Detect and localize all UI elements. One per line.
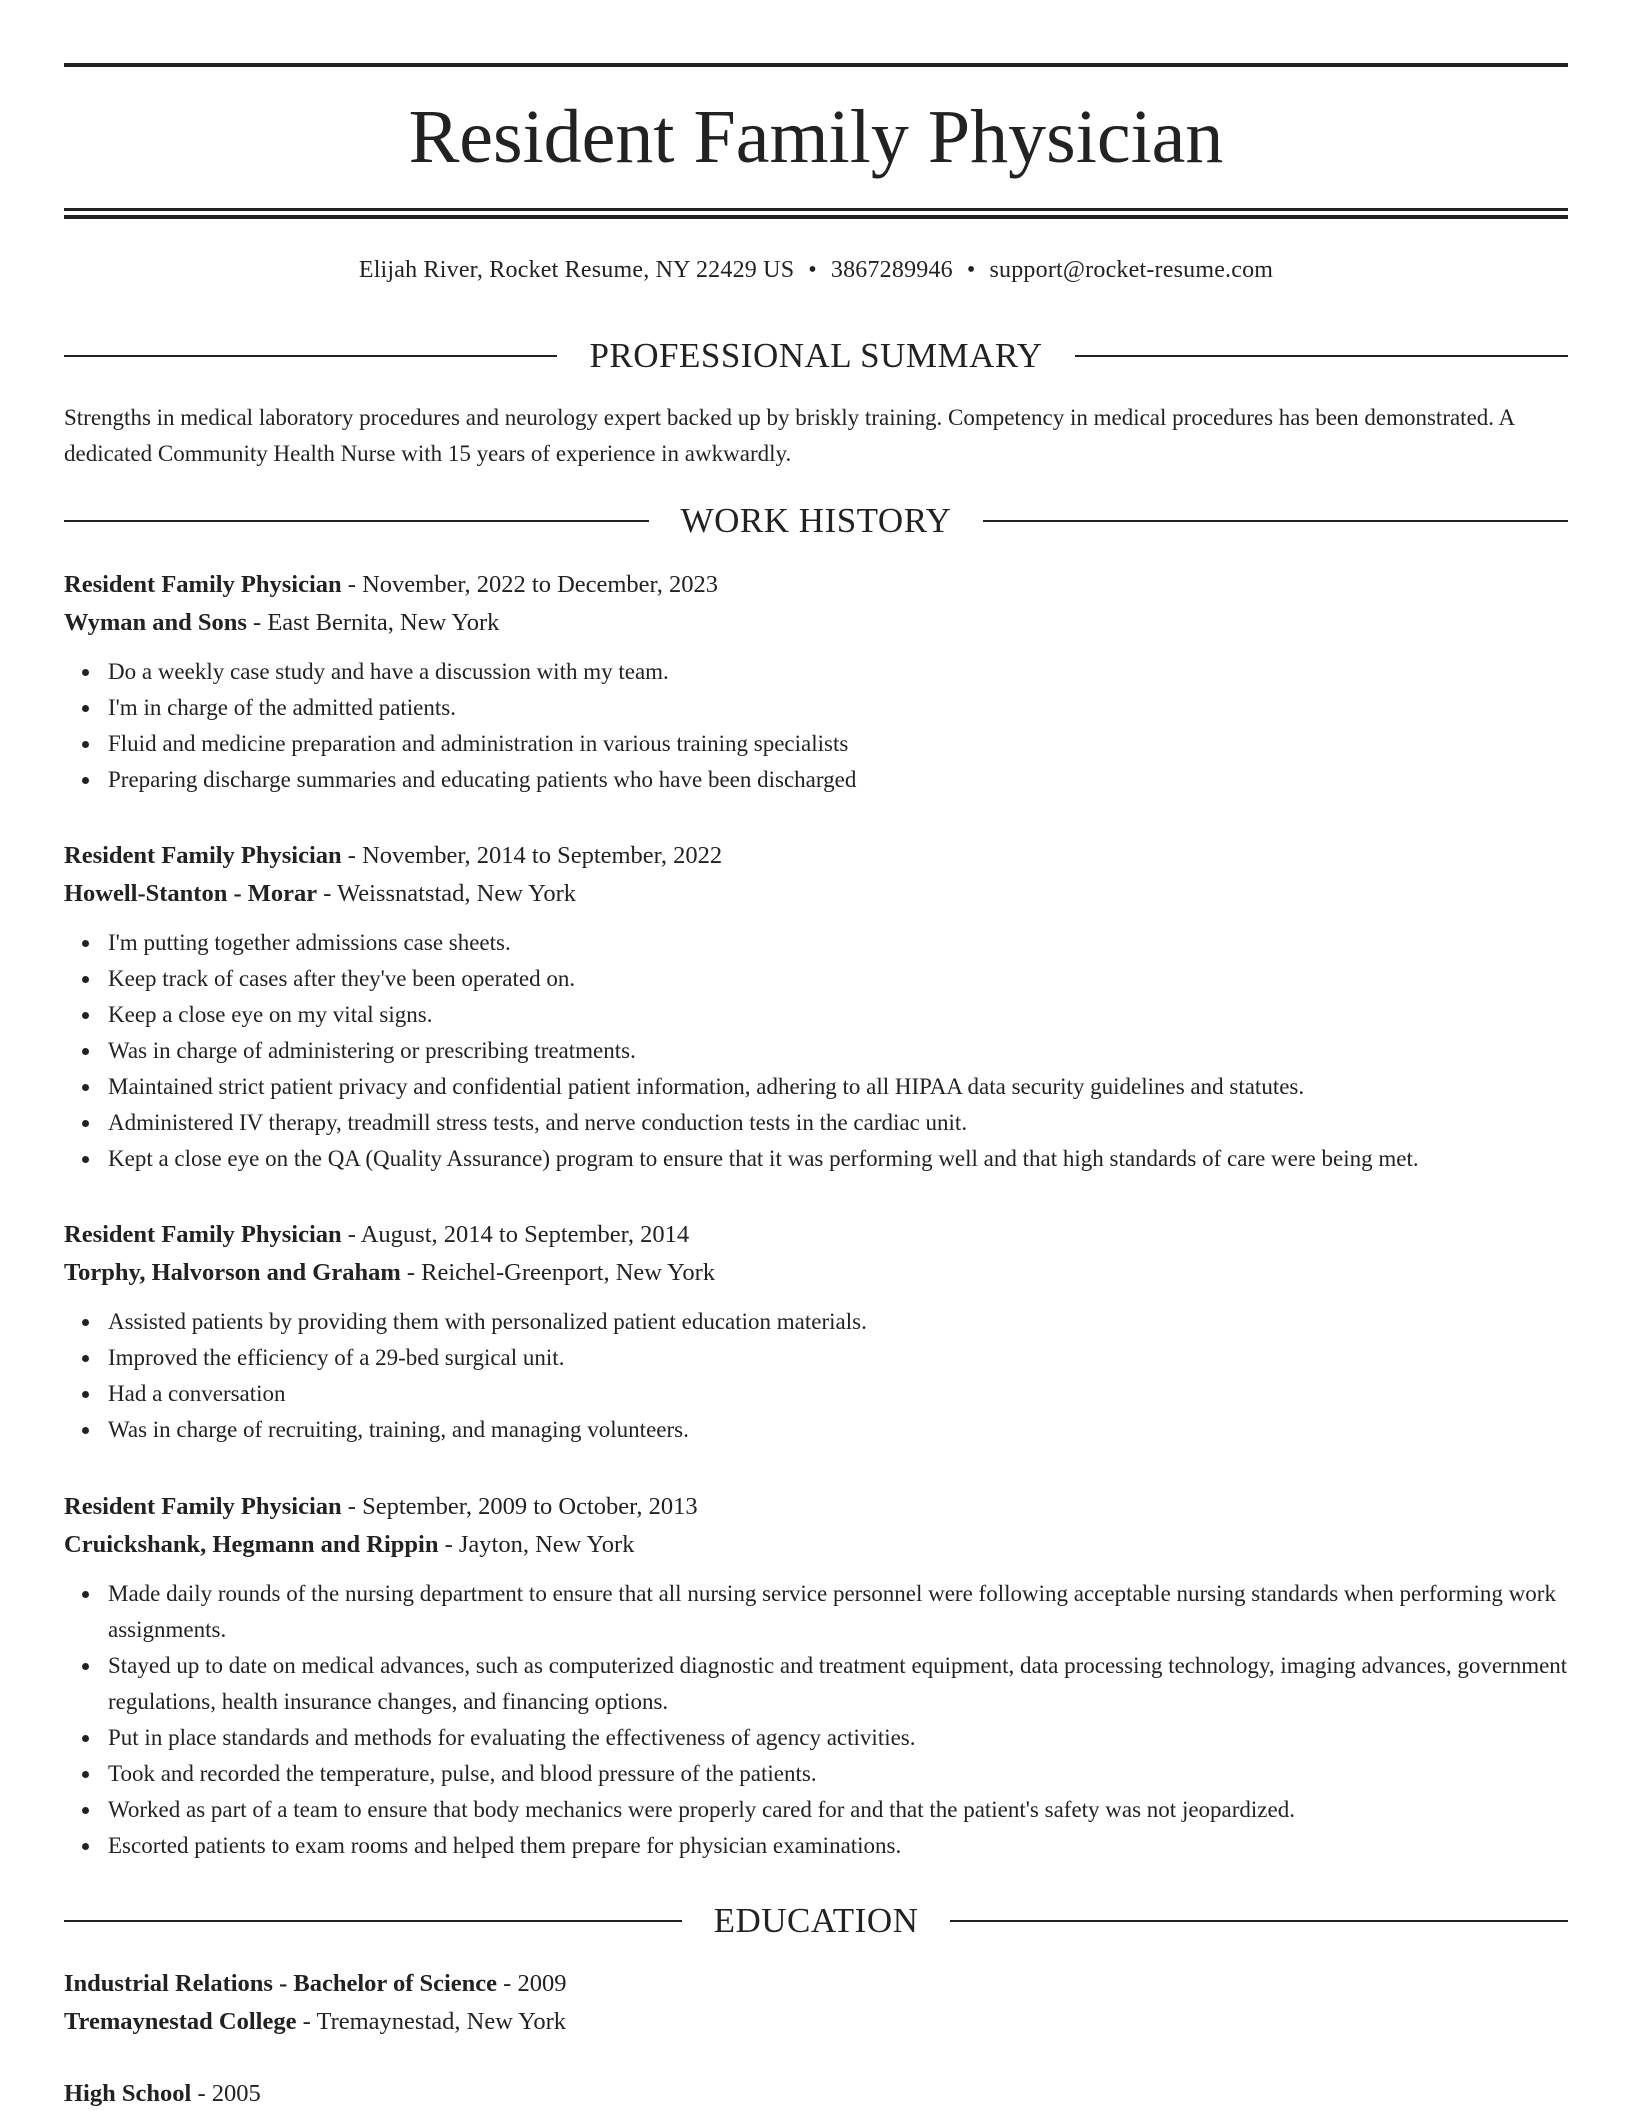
list-item: Took and recorded the temperature, pulse, and blood pressure of the patients. [108, 1756, 1568, 1792]
list-item: Improved the efficiency of a 29-bed surgical unit. [108, 1340, 1568, 1376]
list-item: Assisted patients by providing them with personalized patient education materials. [108, 1304, 1568, 1340]
list-item: Put in place standards and methods for evaluating the effectiveness of agency activities. [108, 1720, 1568, 1756]
job-bullets [64, 925, 1568, 1177]
list-item: Was in charge of administering or prescribing treatments. [108, 1033, 1568, 1069]
heading-rule-right [1075, 355, 1568, 357]
list-item: Kept a close eye on the QA (Quality Assurance) program to ensure that it was performing well and that high standards of care were being met. [108, 1141, 1568, 1177]
job-entry [64, 1216, 1568, 1448]
list-item: Maintained strict patient privacy and confidential patient information, adhering to all HIPAA data security guidelines and statutes. [108, 1069, 1568, 1105]
top-rule [64, 63, 1568, 67]
contact-email: support@rocket-resume.com [989, 257, 1274, 283]
list-item: Was in charge of recruiting, training, and managing volunteers. [108, 1412, 1568, 1448]
job-bullets [64, 1304, 1568, 1448]
job-location: - Reichel-Greenport, New York [400, 1259, 716, 1286]
list-item: Escorted patients to exam rooms and helped them prepare for physician examinations. [108, 1828, 1568, 1864]
education-location: - Tremaynestad, New York [296, 2008, 566, 2035]
summary-heading-label: PROFESSIONAL SUMMARY [589, 336, 1043, 375]
job-dates: - August, 2014 to September, 2014 [341, 1221, 690, 1248]
job-title-line [64, 837, 1568, 875]
job-company-line [64, 604, 1568, 642]
contact-line [64, 254, 1568, 286]
heading-rule-left [64, 1920, 682, 1922]
list-item: Had a conversation [108, 1376, 1568, 1412]
job-title: Resident Family Physician [64, 571, 342, 598]
education-entry [64, 1965, 1568, 2041]
heading-rule-right [950, 1920, 1568, 1922]
job-company-line [64, 1526, 1568, 1564]
work-heading-label: WORK HISTORY [680, 501, 952, 540]
heading-rule-left [64, 355, 557, 357]
job-title: Resident Family Physician [64, 1221, 342, 1248]
contact-separator: • [966, 257, 976, 283]
list-item: I'm in charge of the admitted patients. [108, 690, 1568, 726]
job-title: Resident Family Physician [64, 842, 342, 869]
job-company: Cruickshank, Hegmann and Rippin [64, 1531, 439, 1558]
job-title-line [64, 1216, 1568, 1254]
education-entry [64, 2075, 1568, 2113]
list-item: Worked as part of a team to ensure that body mechanics were properly cared for and that the patient's safety was not jeopardized. [108, 1792, 1568, 1828]
job-bullets [64, 654, 1568, 798]
work-section-heading [64, 499, 1568, 543]
page-title: Resident Family Physician [408, 95, 1224, 179]
job-title-line [64, 1488, 1568, 1526]
job-entry [64, 837, 1568, 1177]
job-title: Resident Family Physician [64, 1493, 342, 1520]
contact-phone: 3867289946 [830, 257, 953, 283]
list-item: Keep track of cases after they've been operated on. [108, 961, 1568, 997]
list-item: Preparing discharge summaries and educating patients who have been discharged [108, 762, 1568, 798]
job-company-line [64, 875, 1568, 913]
job-dates: - November, 2014 to September, 2022 [341, 842, 723, 869]
job-company-line [64, 1254, 1568, 1292]
education-degree-line [64, 1965, 1568, 2003]
contact-separator: • [808, 257, 817, 283]
job-entry [64, 566, 1568, 798]
education-school: Tremaynestad College [64, 2008, 297, 2035]
education-year: - 2009 [497, 1970, 567, 1997]
education-school-line [64, 2003, 1568, 2041]
education-heading-label: EDUCATION [713, 1901, 919, 1940]
summary-section-heading [64, 334, 1568, 378]
education-degree-line [64, 2075, 1568, 2113]
job-bullets [64, 1576, 1568, 1864]
heading-rule-left [64, 520, 649, 522]
job-dates: - September, 2009 to October, 2013 [341, 1493, 698, 1520]
job-location: - Jayton, New York [438, 1531, 635, 1558]
job-dates: - November, 2022 to December, 2023 [341, 571, 718, 598]
contact-address: Elijah River, Rocket Resume, NY 22429 US [358, 257, 795, 283]
job-location: - Weissnatstad, New York [317, 880, 577, 907]
job-entry [64, 1488, 1568, 1864]
job-company: Torphy, Halvorson and Graham [64, 1259, 401, 1286]
education-degree: Industrial Relations - Bachelor of Science [64, 1970, 498, 1997]
list-item: Made daily rounds of the nursing department to ensure that all nursing service personnel were following acceptable nursing standards when performing work assignments. [108, 1576, 1568, 1648]
list-item: Do a weekly case study and have a discussion with my team. [108, 654, 1568, 690]
job-company: Howell-Stanton - Morar [64, 880, 318, 907]
list-item: Administered IV therapy, treadmill stress tests, and nerve conduction tests in the cardiac unit. [108, 1105, 1568, 1141]
education-year: - 2005 [191, 2080, 261, 2107]
education-section-heading [64, 1899, 1568, 1943]
list-item: I'm putting together admissions case sheets. [108, 925, 1568, 961]
title-rule-upper [64, 208, 1568, 211]
title-rule-lower [64, 215, 1568, 219]
heading-rule-right [983, 520, 1568, 522]
job-company: Wyman and Sons [64, 609, 247, 636]
list-item: Fluid and medicine preparation and administration in various training specialists [108, 726, 1568, 762]
education-degree: High School [64, 2080, 192, 2107]
summary-text: Strengths in medical laboratory procedures and neurology expert backed up by briskly training. Competency in medical procedures has been demonstrated. A dedicated Community Health Nurse with 15 years of experience in awkwardly. [64, 405, 1514, 466]
list-item: Stayed up to date on medical advances, such as computerized diagnostic and treatment equipment, data processing technology, imaging advances, government regulations, health insurance changes, and financing options. [108, 1648, 1568, 1720]
job-title-line [64, 566, 1568, 604]
job-location: - East Bernita, New York [246, 609, 500, 636]
list-item: Keep a close eye on my vital signs. [108, 997, 1568, 1033]
